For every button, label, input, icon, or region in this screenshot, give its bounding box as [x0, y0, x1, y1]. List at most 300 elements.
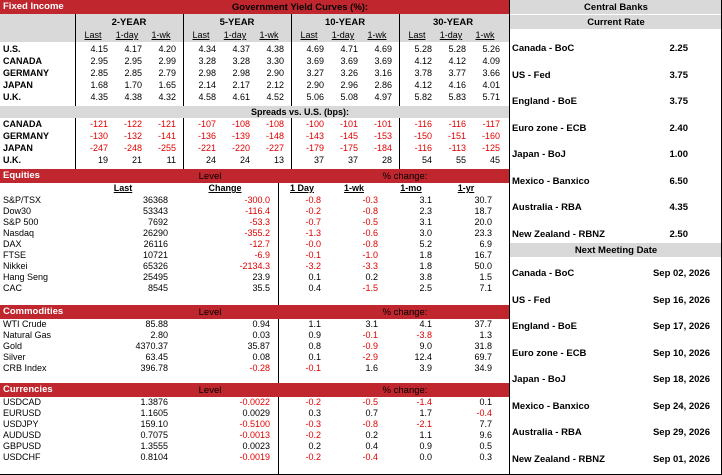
- tenor-label: 10-YEAR: [324, 17, 366, 28]
- yield-value: 4.12: [414, 56, 432, 66]
- next-meeting-title: Next Meeting Date: [574, 245, 658, 256]
- change-value: 35.87: [247, 341, 270, 351]
- spread-value: -116: [414, 143, 432, 153]
- spread-value: 21: [131, 155, 142, 165]
- yield-value: 4.12: [448, 56, 466, 66]
- yield-value: 4.38: [266, 44, 284, 54]
- row-label: WTI Crude: [3, 319, 47, 329]
- yield-value: 2.99: [158, 56, 176, 66]
- pct-1mo: 2.3: [419, 206, 432, 216]
- pct-1wk: -0.8: [362, 419, 378, 429]
- pct-1day: 0.8: [308, 341, 321, 351]
- bank-name: US - Fed: [512, 69, 551, 81]
- pct-1yr: 0.5: [479, 441, 492, 451]
- pct-1mo: -3.8: [416, 330, 432, 340]
- current-rate-title: Current Rate: [587, 17, 645, 28]
- bank-name: Euro zone - ECB: [512, 347, 587, 359]
- row-label: JAPAN: [3, 80, 33, 90]
- last-value: 7692: [147, 217, 168, 227]
- spread-value: -100: [305, 119, 324, 129]
- row-label: S&P/TSX: [3, 195, 42, 205]
- meeting-date: Sep 17, 2026: [652, 321, 710, 332]
- yield-value: 3.28: [198, 56, 216, 66]
- yield-value: 4.52: [266, 92, 284, 102]
- column-header: 1-day: [223, 30, 247, 40]
- spread-value: -148: [265, 131, 284, 141]
- spread-value: -150: [413, 131, 432, 141]
- level-label: Level: [198, 307, 222, 318]
- column-header: 1-yr: [457, 183, 475, 193]
- yield-value: 5.26: [482, 44, 500, 54]
- bank-name: Mexico - Banxico: [512, 175, 590, 187]
- pct-1day: -0.1: [305, 250, 321, 260]
- row-label: GERMANY: [3, 68, 50, 78]
- tenor-label: 5-YEAR: [219, 17, 255, 28]
- row-label: U.S.: [3, 44, 21, 54]
- yield-value: 4.38: [124, 92, 142, 102]
- pct-1mo: 0.0: [419, 452, 432, 462]
- spread-value: -221: [197, 143, 216, 153]
- bank-name: Australia - RBA: [512, 202, 582, 213]
- pct-1yr: -0.4: [476, 408, 492, 418]
- spread-value: -247: [89, 143, 108, 153]
- spread-value: -113: [448, 143, 466, 153]
- pct-1wk: 0.4: [365, 441, 378, 451]
- spread-value: -153: [373, 131, 392, 141]
- yield-value: 4.17: [124, 44, 142, 54]
- yield-value: 3.69: [374, 56, 392, 66]
- pct-1day: 0.2: [308, 441, 321, 451]
- pct-1mo: 0.9: [419, 441, 432, 451]
- pct-1yr: 37.7: [474, 319, 492, 329]
- column-header: 1-day: [331, 30, 355, 40]
- column-header: 1-day: [115, 30, 139, 40]
- pct-1mo: 4.1: [419, 319, 432, 329]
- pct-1wk: 0.2: [365, 430, 378, 440]
- row-label: JAPAN: [3, 143, 33, 153]
- pct-1wk: -1.0: [362, 250, 378, 260]
- yield-value: 2.90: [306, 80, 324, 90]
- spread-value: -136: [197, 131, 216, 141]
- tenor-label: 30-YEAR: [432, 17, 474, 28]
- spread-value: -125: [481, 143, 500, 153]
- column-header: 1-wk: [151, 30, 171, 40]
- yield-value: 3.69: [340, 56, 358, 66]
- yield-value: 3.66: [482, 68, 500, 78]
- pct-change-label: % change:: [382, 385, 428, 396]
- pct-1yr: 23.3: [474, 228, 492, 238]
- pct-1wk: 0.7: [365, 408, 378, 418]
- spread-value: 37: [313, 155, 324, 165]
- column-header: 1-wk: [475, 30, 495, 40]
- commodities-header: Commodities: [0, 305, 509, 319]
- bank-name: England - BoE: [512, 96, 577, 107]
- pct-1mo: 1.1: [419, 430, 432, 440]
- change-value: 35.5: [252, 283, 270, 293]
- column-header: Last: [408, 30, 426, 40]
- currencies-header: Currencies: [0, 383, 509, 397]
- yield-value: 3.69: [306, 56, 324, 66]
- last-value: 1.3555: [140, 441, 168, 451]
- spread-value: 24: [205, 155, 216, 165]
- bank-name: Euro zone - ECB: [512, 122, 587, 134]
- change-value: -53.3: [249, 217, 270, 227]
- pct-1mo: 3.1: [419, 195, 432, 205]
- meeting-date: Sep 29, 2026: [652, 427, 710, 438]
- pct-1wk: -1.5: [362, 283, 378, 293]
- spread-value: -108: [265, 119, 284, 129]
- column-header: 1-wk: [259, 30, 279, 40]
- yield-value: 4.58: [198, 92, 216, 102]
- yield-value: 2.95: [124, 56, 142, 66]
- change-value: -116.4: [245, 206, 270, 216]
- yield-value: 4.97: [374, 92, 392, 102]
- spread-value: -132: [123, 131, 142, 141]
- row-label: FTSE: [3, 250, 27, 260]
- pct-1day: -0.1: [305, 363, 321, 373]
- divider: [291, 14, 292, 169]
- pct-1day: 0.9: [308, 330, 321, 340]
- yield-value: 5.08: [340, 92, 358, 102]
- bank-name: New Zealand - RBNZ: [512, 228, 605, 240]
- row-label: Nasdaq: [3, 228, 35, 238]
- column-header: Last: [300, 30, 318, 40]
- change-value: 23.9: [252, 272, 270, 282]
- pct-1day: -0.7: [305, 217, 321, 227]
- yield-value: 2.86: [374, 80, 392, 90]
- spread-value: -145: [339, 131, 358, 141]
- bank-rate: 3.75: [669, 69, 688, 81]
- pct-1wk: -0.4: [362, 452, 378, 462]
- spread-value: -139: [231, 131, 250, 141]
- bank-rate: 2.50: [669, 228, 688, 240]
- pct-1yr: 34.9: [474, 363, 492, 373]
- tenor-label: 2-YEAR: [111, 17, 147, 28]
- pct-1wk: -0.5: [362, 217, 378, 227]
- row-label: CAC: [3, 283, 23, 293]
- spread-value: -143: [305, 131, 324, 141]
- row-label: Dow30: [3, 206, 32, 216]
- yield-value: 2.79: [158, 68, 176, 78]
- spread-value: -179: [305, 143, 324, 153]
- pct-1yr: 50.0: [474, 261, 492, 271]
- pct-1day: 0.4: [308, 283, 321, 293]
- row-label: Natural Gas: [3, 330, 52, 340]
- yield-value: 2.98: [232, 68, 250, 78]
- row-label: DAX: [3, 239, 22, 249]
- spread-value: -151: [447, 131, 466, 141]
- spread-value: -121: [157, 119, 176, 129]
- yield-value: 1.68: [90, 80, 108, 90]
- pct-1day: -0.8: [305, 195, 321, 205]
- spread-value: -101: [339, 119, 358, 129]
- pct-1mo: -2.1: [416, 419, 432, 429]
- pct-1yr: 18.7: [474, 206, 492, 216]
- row-label: Silver: [3, 352, 26, 362]
- meeting-date: Sep 18, 2026: [652, 374, 710, 385]
- row-label: Hang Seng: [3, 272, 49, 282]
- pct-1mo: 12.4: [414, 352, 432, 362]
- row-label: EURUSD: [3, 408, 42, 418]
- spread-value: -108: [231, 119, 250, 129]
- spread-value: 28: [381, 155, 392, 165]
- yield-value: 4.69: [306, 44, 324, 54]
- pct-1wk: -0.9: [362, 341, 378, 351]
- bank-rate: 4.35: [669, 202, 688, 213]
- column-header: 1-day: [439, 30, 463, 40]
- yield-value: 4.01: [482, 80, 500, 90]
- pct-1yr: 16.7: [474, 250, 492, 260]
- row-label: U.K.: [3, 92, 21, 102]
- bank-name: Mexico - Banxico: [512, 400, 590, 412]
- meeting-date: Sep 24, 2026: [652, 400, 710, 412]
- bank-name: Canada - BoC: [512, 43, 575, 54]
- last-value: 36368: [142, 195, 168, 205]
- yield-value: 5.28: [414, 44, 432, 54]
- bank-name: Canada - BoC: [512, 268, 575, 279]
- bank-name: Australia - RBA: [512, 427, 582, 438]
- pct-1mo: 9.0: [419, 341, 432, 351]
- pct-1mo: 5.2: [419, 239, 432, 249]
- pct-1yr: 7.1: [479, 283, 492, 293]
- pct-1mo: 1.8: [419, 250, 432, 260]
- pct-1wk: -0.1: [362, 330, 378, 340]
- change-value: -355.2: [244, 228, 270, 238]
- yield-value: 5.82: [414, 92, 432, 102]
- yield-value: 1.70: [124, 80, 142, 90]
- pct-1day: -0.2: [305, 397, 321, 407]
- yield-value: 4.34: [198, 44, 216, 54]
- yield-value: 4.16: [448, 80, 466, 90]
- yield-value: 3.77: [448, 68, 466, 78]
- row-label: GBPUSD: [3, 441, 42, 451]
- yield-value: 2.85: [124, 68, 142, 78]
- column-header: Last: [192, 30, 210, 40]
- row-label: Gold: [3, 341, 23, 351]
- change-value: -0.0013: [239, 430, 270, 440]
- spread-value: -122: [123, 119, 142, 129]
- row-label: CRB Index: [3, 363, 47, 373]
- spread-value: -141: [157, 131, 176, 141]
- divider: [75, 14, 76, 169]
- pct-1mo: 3.8: [419, 272, 432, 282]
- pct-change-label: % change:: [382, 171, 428, 182]
- row-label: AUDUSD: [3, 430, 42, 440]
- last-value: 1.3876: [140, 397, 168, 407]
- spread-value: 11: [166, 155, 176, 165]
- row-label: Nikkei: [3, 261, 28, 271]
- change-value: -0.0022: [239, 397, 270, 407]
- yield-value: 2.85: [90, 68, 108, 78]
- pct-1mo: 1.7: [419, 408, 432, 418]
- meeting-date: Sep 10, 2026: [652, 347, 710, 359]
- bank-rate: 1.00: [669, 149, 688, 160]
- pct-change-label: % change:: [382, 307, 428, 318]
- spread-value: 24: [239, 155, 250, 165]
- row-label: S&P 500: [3, 217, 39, 227]
- meeting-date: Sep 02, 2026: [652, 268, 710, 279]
- spread-value: -184: [373, 143, 392, 153]
- pct-1wk: -0.5: [362, 397, 378, 407]
- yield-value: 2.96: [340, 80, 358, 90]
- spread-value: -117: [482, 119, 500, 129]
- column-header: 1-mo: [400, 183, 422, 193]
- pct-1wk: -0.3: [362, 195, 378, 205]
- last-value: 2.80: [150, 330, 168, 340]
- last-value: 0.7075: [140, 430, 168, 440]
- bank-rate: 3.75: [669, 96, 688, 107]
- column-header: Change: [208, 183, 242, 193]
- pct-1wk: 1.6: [365, 363, 378, 373]
- yield-value: 5.06: [306, 92, 324, 102]
- pct-1yr: 0.1: [479, 397, 492, 407]
- yield-value: 1.65: [158, 80, 176, 90]
- spread-value: 13: [273, 155, 284, 165]
- pct-1yr: 69.7: [474, 352, 492, 362]
- pct-1yr: 9.6: [479, 430, 492, 440]
- divider: [278, 183, 279, 305]
- last-value: 53343: [142, 206, 168, 216]
- divider: [278, 397, 279, 475]
- last-value: 396.78: [140, 363, 168, 373]
- bank-name: New Zealand - RBNZ: [512, 453, 605, 465]
- pct-1mo: 3.0: [419, 228, 432, 238]
- row-label: CANADA: [3, 119, 42, 129]
- spread-value: -255: [157, 143, 176, 153]
- spread-value: -107: [197, 119, 216, 129]
- change-value: -300.0: [244, 195, 270, 205]
- last-value: 26116: [143, 239, 168, 249]
- change-value: 0.03: [252, 330, 270, 340]
- yield-value: 5.71: [482, 92, 500, 102]
- change-value: -12.7: [249, 239, 270, 249]
- bank-name: Japan - BoJ: [512, 149, 566, 160]
- fixed-income-header: Fixed Income: [0, 0, 509, 14]
- pct-1day: -3.2: [305, 261, 321, 271]
- change-value: -6.9: [254, 250, 270, 260]
- spread-value: -121: [89, 119, 108, 129]
- spread-value: 19: [97, 155, 108, 165]
- bank-name: US - Fed: [512, 294, 551, 306]
- spread-value: -175: [339, 143, 358, 153]
- last-value: 0.8104: [140, 452, 168, 462]
- last-value: 159.10: [140, 419, 168, 429]
- last-value: 85.88: [145, 319, 168, 329]
- pct-1yr: 1.3: [479, 330, 492, 340]
- pct-1day: -0.2: [305, 430, 321, 440]
- yield-value: 4.71: [340, 44, 358, 54]
- panel-divider: [509, 0, 510, 475]
- pct-1mo: 3.1: [419, 217, 432, 227]
- divider: [399, 14, 400, 169]
- pct-1yr: 6.9: [479, 239, 492, 249]
- spread-value: -248: [123, 143, 142, 153]
- last-value: 63.45: [145, 352, 168, 362]
- pct-1mo: 1.8: [419, 261, 432, 271]
- pct-1day: -1.3: [305, 228, 321, 238]
- row-label: GERMANY: [3, 131, 50, 141]
- yield-value: 4.69: [374, 44, 392, 54]
- meeting-date: Sep 01, 2026: [652, 453, 710, 465]
- yield-value: 3.28: [232, 56, 250, 66]
- pct-1yr: 20.0: [474, 217, 492, 227]
- yield-value: 4.12: [414, 80, 432, 90]
- last-value: 10721: [142, 250, 168, 260]
- yield-value: 2.98: [198, 68, 216, 78]
- yield-value: 4.15: [90, 44, 108, 54]
- yield-value: 4.37: [232, 44, 250, 54]
- divider: [183, 14, 184, 169]
- column-header: Last: [113, 183, 133, 193]
- pct-1mo: -1.4: [416, 397, 432, 407]
- yield-value: 4.20: [158, 44, 176, 54]
- pct-1day: -0.0: [305, 239, 321, 249]
- column-header: Last: [84, 30, 102, 40]
- row-label: U.K.: [3, 155, 21, 165]
- change-value: -0.28: [249, 363, 270, 373]
- yield-value: 2.90: [266, 68, 284, 78]
- last-value: 65326: [142, 261, 168, 271]
- spread-value: -101: [373, 119, 392, 129]
- row-label: USDCHF: [3, 452, 41, 462]
- yield-value: 3.27: [306, 68, 324, 78]
- pct-1wk: -0.8: [362, 206, 378, 216]
- bank-name: Japan - BoJ: [512, 374, 566, 385]
- pct-1day: -0.3: [305, 419, 321, 429]
- spread-value: -220: [231, 143, 250, 153]
- yield-value: 4.09: [482, 56, 500, 66]
- yield-value: 4.61: [232, 92, 250, 102]
- yield-value: 4.32: [158, 92, 176, 102]
- spread-value: -160: [481, 131, 500, 141]
- spread-value: 55: [455, 155, 466, 165]
- divider: [278, 319, 279, 383]
- bank-rate: 2.40: [669, 122, 688, 134]
- spread-value: 45: [489, 155, 500, 165]
- column-header: 1-wk: [343, 183, 364, 193]
- pct-1day: 0.3: [308, 408, 321, 418]
- pct-1day: 0.1: [308, 272, 321, 282]
- equities-header: Equities: [0, 169, 509, 183]
- row-label: USDJPY: [3, 419, 39, 429]
- pct-1wk: -0.6: [362, 228, 378, 238]
- pct-1mo: 3.9: [419, 363, 432, 373]
- yield-value: 5.28: [448, 44, 466, 54]
- column-header: 1 Day: [289, 183, 315, 193]
- spread-value: -116: [414, 119, 432, 129]
- yield-value: 2.95: [90, 56, 108, 66]
- spread-value: -227: [265, 143, 284, 153]
- spreads-title: Spreads vs. U.S. (bps):: [250, 107, 350, 117]
- pct-1day: -0.2: [305, 206, 321, 216]
- change-value: 0.08: [252, 352, 270, 362]
- pct-1wk: -0.8: [362, 239, 378, 249]
- pct-1day: -0.2: [305, 452, 321, 462]
- bank-name: England - BoE: [512, 321, 577, 332]
- change-value: -0.5100: [239, 419, 270, 429]
- last-value: 25495: [142, 272, 168, 282]
- row-label: CANADA: [3, 56, 42, 66]
- bank-rate: 6.50: [669, 175, 688, 187]
- yield-value: 3.78: [414, 68, 432, 78]
- last-value: 8545: [147, 283, 168, 293]
- change-value: 0.0029: [242, 408, 270, 418]
- pct-1wk: -2.9: [362, 352, 378, 362]
- yield-value: 2.17: [232, 80, 250, 90]
- pct-1yr: 30.7: [474, 195, 492, 205]
- level-label: Level: [198, 385, 222, 396]
- meeting-date: Sep 16, 2026: [652, 294, 710, 306]
